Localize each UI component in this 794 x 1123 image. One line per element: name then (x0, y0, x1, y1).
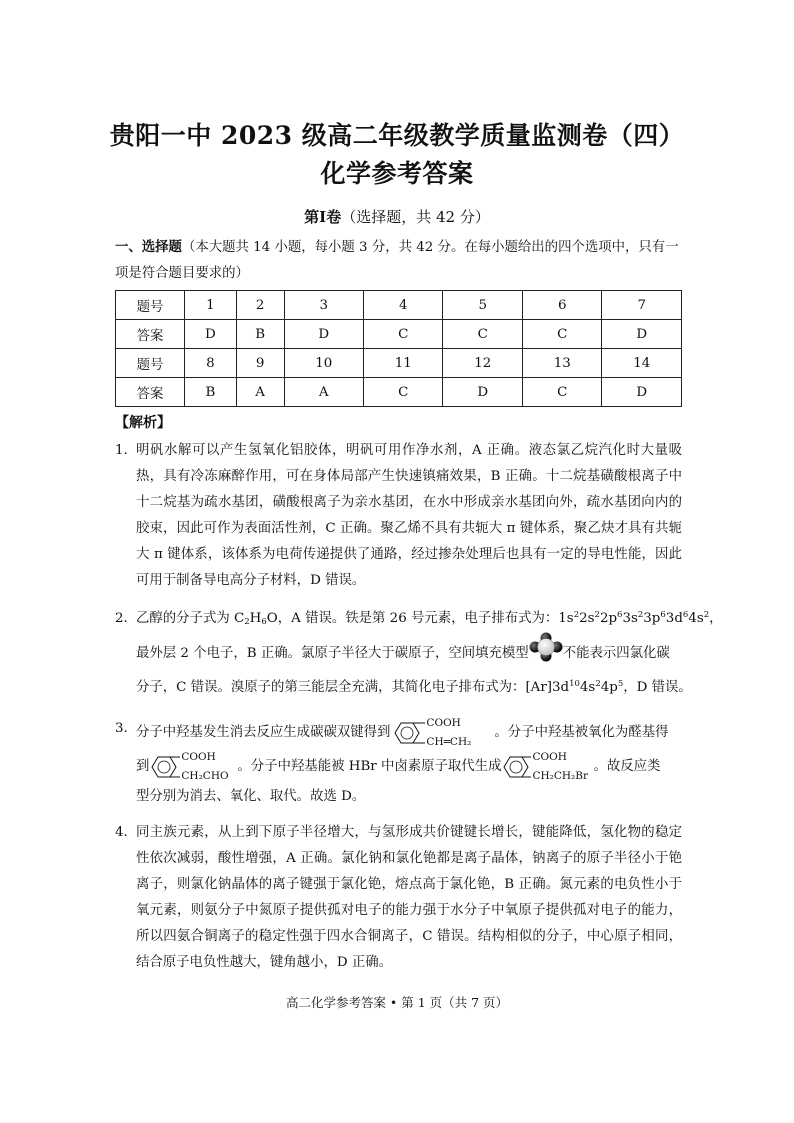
superscript: 5 (617, 679, 624, 689)
choice-instructions (115, 234, 682, 287)
substituent-label: COOH (532, 750, 567, 763)
superscript: 2 (594, 610, 600, 620)
table-cell: C (364, 320, 443, 349)
table-cell: D (185, 320, 237, 349)
table-cell: D (443, 378, 522, 407)
text-line (136, 675, 692, 701)
item-text: 同主族元素，从上到下原子半径增大，与氢形成共价键键长增长，键能降低，氢化物的稳定性依次减弱，酸性增强，A 正确。氯化钠和氯化铯都是离子晶体，钠离子的原子半径小于铯离子，则氯化钠晶体的离子键强于氯化铯，熔点高于氯化铯，B 正确。氮元素的电负性小于氧元素，则氨分子中氮原子提供孤对电子的能力强于水分子中氧原子提供孤对电子的能力，所以四氨合铜离子的稳定性强于四水合铜离子，C 错误。结构相似的分子，中心原子相同，结合原子电负性越大，键角越小，D 正确。 (136, 825, 682, 970)
analysis-item-2 (115, 606, 723, 701)
table-cell: 4 (364, 291, 443, 320)
text-run: 到 (136, 759, 150, 774)
orbital: 3p (643, 611, 661, 626)
formylmethylbenzoic-acid-structure (149, 752, 237, 782)
text-run: 最外层 2 个电子，B 正确。氯原子半径大于碳原子，空间填充模型 (136, 646, 529, 661)
table-cell: 8 (185, 349, 237, 378)
row-label: 题号 (116, 349, 185, 378)
text-run: 分子，C 错误。溴原子的第三能层全充满，其简化电子排布式为： (136, 680, 526, 695)
exam-title: 贵阳一中 2023 级高二年级教学质量监测卷（四） (109, 121, 685, 150)
analysis-heading: 【解析】 (115, 415, 171, 431)
table-cell: 1 (185, 291, 237, 320)
table-row-questions-2 (116, 349, 682, 378)
superscript: 10 (569, 679, 580, 689)
superscript: 6 (617, 610, 623, 620)
item-text: 明矾水解可以产生氢氧化铝胶体，明矾可用作净水剂，A 正确。液态氯乙烷汽化时大量吸热，具有冷冻麻醉作用，可在身体局部产生快速镇痛效果，B 正确。十二烷基磺酸根离子中十二烷基为疏水基团，磺酸根离子为亲水基团，在水中形成亲水基团向外，疏水基团向内的胶束，因此可作为表面活性剂，C 正确。聚乙烯不具有共轭大 π 键体系，聚乙炔才具有共轭大 π 键体系，该体系为电荷传递提供了通路，经过掺杂处理后也具有一定的导电性能，因此可用于制备导电高分子材料，D 错误。 (136, 443, 682, 588)
orbital: 3d (665, 611, 683, 626)
subscript: 6 (261, 617, 267, 627)
orbital: 1s (558, 611, 574, 626)
table-cell: A (284, 378, 363, 407)
text-run: O，A 错误。铁是第 26 号元素，电子排布式为： (266, 611, 559, 626)
table-cell: 2 (236, 291, 284, 320)
analysis-item-4 (115, 820, 682, 976)
fe-electron-config (558, 611, 709, 626)
section-desc: （选择题，共 42 分） (341, 208, 490, 226)
subscript: 2 (244, 617, 250, 627)
table-cell: C (443, 320, 522, 349)
row-label: 答案 (116, 378, 185, 407)
text-run: 乙醇的分子式为 C (136, 611, 245, 626)
item-number: 4. (115, 825, 128, 840)
table-cell: D (284, 320, 363, 349)
instructions-text: （本大题共 14 小题，每小题 3 分，共 42 分。在每小题给出的四个选项中，只有一项是符合题目要求的） (115, 240, 679, 281)
item-number: 3. (115, 721, 128, 736)
item-text (136, 716, 682, 810)
table-cell: D (602, 378, 682, 407)
superscript: 2 (573, 610, 580, 620)
table-cell: 7 (602, 291, 682, 320)
row-label: 答案 (116, 320, 185, 349)
orbital: 2s (579, 611, 595, 626)
item-number: 1. (115, 443, 128, 458)
table-row-answers-1 (116, 320, 682, 349)
analysis-item-1 (115, 438, 682, 594)
text-run: ，D 错误。 (623, 680, 692, 695)
superscript: 6 (682, 610, 689, 620)
table-cell: 5 (443, 291, 522, 320)
superscript: 6 (660, 610, 666, 620)
page-footer: 高二化学参考答案 • 第 1 页（共 7 页） (285, 995, 509, 1010)
bromoethylbenzoic-acid-structure (501, 752, 593, 782)
table-cell: 10 (284, 349, 363, 378)
text-line (136, 716, 682, 750)
item-number: 2. (115, 611, 128, 626)
vinylbenzoic-acid-structure (390, 718, 494, 748)
table-cell: 11 (364, 349, 443, 378)
orbital: 2p (599, 611, 618, 626)
text-line (136, 632, 682, 675)
orbital: 4s (688, 611, 704, 626)
table-cell: 14 (602, 349, 682, 378)
table-cell: B (236, 320, 284, 349)
analysis-item-3 (115, 716, 682, 810)
table-cell: B (185, 378, 237, 407)
text-line (136, 750, 682, 784)
orbital: 4p (600, 680, 618, 695)
instructions-label: 一、选择题 (115, 239, 182, 255)
substituent-label: COOH (181, 750, 216, 763)
table-cell: 9 (236, 349, 284, 378)
substituent-label: COOH (426, 716, 461, 729)
table-cell: 13 (522, 349, 601, 378)
orbital: 4s (579, 680, 596, 695)
table-cell: C (522, 320, 601, 349)
substituent-label: CH₂CHO (181, 769, 229, 782)
table-cell: 6 (522, 291, 601, 320)
superscript: 2 (595, 679, 601, 689)
table-row-answers-2 (116, 378, 682, 407)
table-cell: A (236, 378, 284, 407)
text-line: 型分别为消去、氧化、取代。故选 D。 (136, 789, 366, 804)
text-run: 。分子中羟基被氧化为醛基得 (494, 725, 669, 740)
text-run: 。故反应类 (593, 759, 661, 774)
text-run: H (249, 611, 262, 626)
item-text (136, 606, 723, 701)
table-cell: C (364, 378, 443, 407)
text-run: 分子中羟基发生消去反应生成碳碳双键得到 (136, 725, 391, 740)
row-label: 题号 (116, 291, 185, 320)
text-run: ， (709, 611, 723, 626)
text-run: 。分子中羟基能被 HBr 中卤素原子取代生成 (237, 759, 502, 774)
orbital: [Ar]3d (525, 680, 570, 695)
orbital: 3s (622, 611, 638, 626)
table-cell: C (522, 378, 601, 407)
table-row-questions-1 (116, 291, 682, 320)
table-cell: 3 (284, 291, 363, 320)
substituent-label: CH₂CH₂Br (532, 769, 589, 782)
superscript: 2 (703, 610, 710, 620)
section-heading (0, 206, 794, 227)
text-line (136, 606, 723, 632)
substituent-label: CH═CH₂ (426, 735, 472, 748)
table-cell: 12 (443, 349, 522, 378)
table-cell: D (602, 320, 682, 349)
space-filling-model-icon (529, 632, 563, 675)
answer-table (115, 290, 682, 407)
br-electron-config (525, 680, 623, 695)
exam-subtitle: 化学参考答案 (320, 159, 474, 188)
superscript: 2 (637, 610, 644, 620)
section-part: 第Ⅰ卷 (304, 208, 342, 226)
text-run: 不能表示四氯化碳 (562, 646, 670, 661)
